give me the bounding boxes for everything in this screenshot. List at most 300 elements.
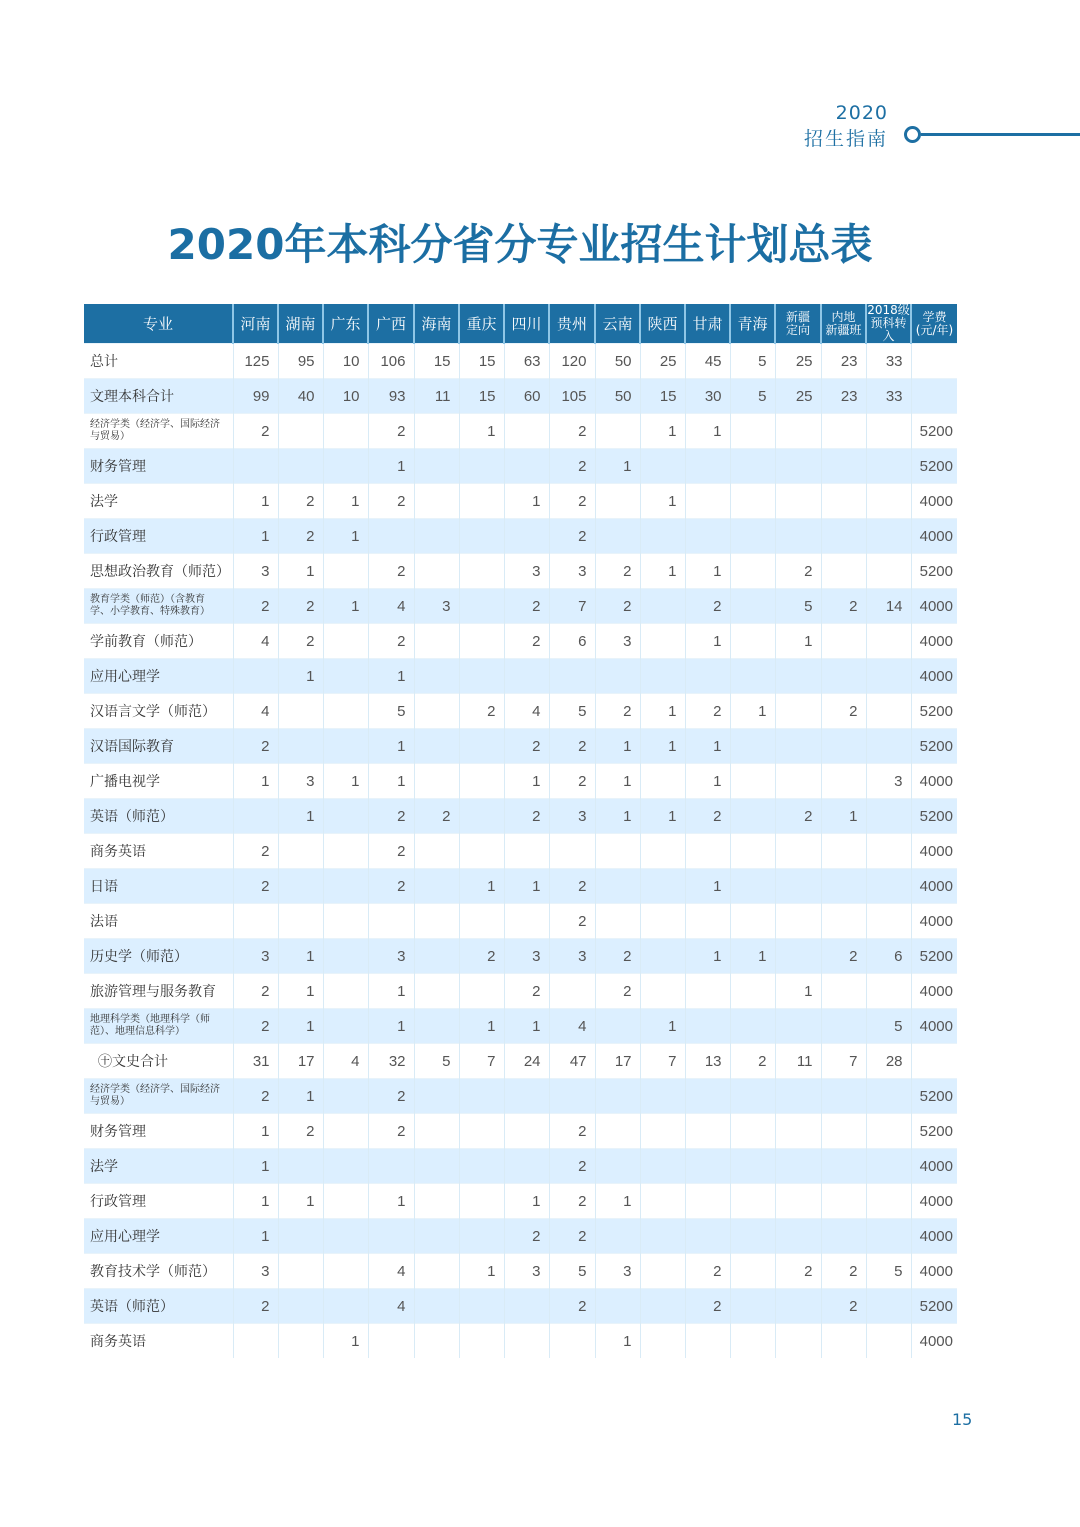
quota-cell [821, 449, 866, 484]
quota-cell [323, 694, 368, 729]
quota-cell: 5 [549, 1254, 595, 1289]
quota-cell: 1 [323, 519, 368, 554]
table-row [84, 519, 957, 554]
quota-cell [459, 1289, 504, 1324]
table-header-row [84, 304, 957, 344]
quota-cell [685, 659, 730, 694]
quota-cell [414, 1289, 459, 1324]
quota-cell [323, 1184, 368, 1219]
quota-cell [640, 834, 685, 869]
quota-cell [866, 904, 911, 939]
quota-cell: 1 [278, 659, 323, 694]
quota-cell: 1 [504, 1184, 549, 1219]
quota-cell [640, 1149, 685, 1184]
quota-cell: 2 [504, 589, 549, 624]
table-row [84, 1184, 957, 1219]
quota-cell [775, 449, 821, 484]
quota-cell: 7 [640, 1044, 685, 1079]
column-header-line: 新疆 [785, 309, 810, 324]
quota-cell [730, 589, 775, 624]
quota-cell: 1 [368, 1009, 414, 1044]
quota-cell: 1 [278, 974, 323, 1009]
major-name: 行政管理 [84, 519, 233, 554]
quota-cell [504, 834, 549, 869]
quota-cell: 2 [549, 1289, 595, 1324]
quota-cell [595, 1149, 640, 1184]
column-header-line: 新疆班 [825, 322, 862, 337]
quota-cell: 2 [821, 1254, 866, 1289]
quota-cell [866, 414, 911, 449]
quota-cell: 23 [821, 344, 866, 379]
quota-cell [730, 764, 775, 799]
quota-cell: 2 [549, 449, 595, 484]
quota-cell [414, 554, 459, 589]
column-header [866, 304, 911, 344]
quota-cell: 95 [278, 344, 323, 379]
quota-cell: 6 [866, 939, 911, 974]
quota-cell [640, 869, 685, 904]
quota-cell: 47 [549, 1044, 595, 1079]
quota-cell: 2 [549, 869, 595, 904]
quota-cell [459, 624, 504, 659]
quota-cell [459, 1324, 504, 1359]
quota-cell [368, 904, 414, 939]
quota-cell: 2 [549, 414, 595, 449]
quota-cell [459, 1184, 504, 1219]
quota-cell: 2 [368, 414, 414, 449]
quota-cell: 1 [685, 414, 730, 449]
major-name: 文理本科合计 [84, 379, 233, 414]
quota-cell: 1 [368, 729, 414, 764]
quota-cell [821, 659, 866, 694]
quota-cell: 1 [323, 1324, 368, 1359]
tuition-cell: 5200 [911, 939, 957, 974]
quota-cell [414, 939, 459, 974]
quota-cell: 1 [595, 729, 640, 764]
table-row [84, 869, 957, 904]
tuition-cell [911, 1044, 957, 1079]
quota-cell: 2 [368, 1114, 414, 1149]
quota-cell [414, 1324, 459, 1359]
table-row [84, 834, 957, 869]
quota-cell [278, 1324, 323, 1359]
quota-cell [821, 974, 866, 1009]
tuition-cell: 5200 [911, 729, 957, 764]
quota-cell: 11 [414, 379, 459, 414]
quota-cell [278, 869, 323, 904]
quota-cell: 25 [775, 379, 821, 414]
quota-cell: 1 [640, 729, 685, 764]
quota-cell: 2 [504, 974, 549, 1009]
quota-cell [595, 414, 640, 449]
quota-cell: 17 [278, 1044, 323, 1079]
quota-cell [730, 484, 775, 519]
table-row [84, 904, 957, 939]
quota-cell [866, 694, 911, 729]
quota-cell [640, 1114, 685, 1149]
column-header: 河南 [233, 304, 278, 344]
quota-cell: 1 [730, 694, 775, 729]
column-header-line: 定向 [785, 322, 810, 337]
quota-cell [323, 904, 368, 939]
quota-cell [821, 1149, 866, 1184]
column-header: 陕西 [640, 304, 685, 344]
quota-cell [504, 1149, 549, 1184]
major-name: 思想政治教育（师范） [84, 554, 233, 589]
quota-cell: 2 [685, 1289, 730, 1324]
quota-cell: 7 [549, 589, 595, 624]
quota-cell [775, 1184, 821, 1219]
quota-cell [414, 1184, 459, 1219]
quota-cell [459, 764, 504, 799]
quota-cell [775, 484, 821, 519]
column-header: 广东 [323, 304, 368, 344]
quota-cell [278, 834, 323, 869]
quota-cell [730, 659, 775, 694]
quota-cell: 10 [323, 379, 368, 414]
table-row [84, 939, 957, 974]
major-name: 总计 [84, 344, 233, 379]
tuition-cell: 5200 [911, 1289, 957, 1324]
quota-cell [866, 1219, 911, 1254]
quota-cell: 17 [595, 1044, 640, 1079]
tuition-cell: 5200 [911, 414, 957, 449]
quota-cell: 1 [685, 869, 730, 904]
quota-cell: 2 [278, 484, 323, 519]
quota-cell [504, 449, 549, 484]
quota-cell: 2 [775, 799, 821, 834]
quota-cell [459, 1114, 504, 1149]
quota-cell: 1 [459, 869, 504, 904]
column-header [821, 304, 866, 344]
quota-cell [595, 484, 640, 519]
quota-cell [685, 904, 730, 939]
major-name: 财务管理 [84, 449, 233, 484]
table-row [84, 449, 957, 484]
table-row [84, 799, 957, 834]
quota-cell [821, 1079, 866, 1114]
enrollment-plan-table [84, 304, 957, 1358]
quota-cell [595, 519, 640, 554]
column-header: 甘肃 [685, 304, 730, 344]
quota-cell [821, 1114, 866, 1149]
quota-cell: 2 [685, 694, 730, 729]
quota-cell [866, 449, 911, 484]
quota-cell: 1 [685, 764, 730, 799]
page-number: 15 [952, 1410, 973, 1429]
quota-cell [730, 1149, 775, 1184]
table-row [84, 764, 957, 799]
quota-cell: 1 [459, 1009, 504, 1044]
quota-cell: 1 [504, 869, 549, 904]
quota-cell [595, 1009, 640, 1044]
quota-cell [323, 1079, 368, 1114]
quota-cell: 1 [368, 1184, 414, 1219]
quota-cell: 1 [775, 974, 821, 1009]
tuition-cell: 4000 [911, 764, 957, 799]
quota-cell [730, 834, 775, 869]
quota-cell: 2 [368, 1079, 414, 1114]
quota-cell [640, 1219, 685, 1254]
quota-cell: 2 [368, 799, 414, 834]
tuition-cell: 4000 [911, 624, 957, 659]
quota-cell: 1 [685, 554, 730, 589]
quota-cell: 15 [459, 344, 504, 379]
quota-cell: 6 [549, 624, 595, 659]
quota-cell [549, 834, 595, 869]
quota-cell: 4 [233, 694, 278, 729]
quota-cell [459, 834, 504, 869]
quota-cell [323, 659, 368, 694]
brand-header [780, 102, 1080, 152]
quota-cell [821, 414, 866, 449]
quota-cell: 60 [504, 379, 549, 414]
quota-cell: 1 [595, 799, 640, 834]
quota-cell: 2 [233, 1289, 278, 1324]
quota-cell: 15 [414, 344, 459, 379]
column-header: 云南 [595, 304, 640, 344]
quota-cell: 2 [595, 974, 640, 1009]
quota-cell [595, 1219, 640, 1254]
quota-cell [821, 764, 866, 799]
quota-cell: 3 [504, 939, 549, 974]
quota-cell: 3 [866, 764, 911, 799]
quota-cell: 1 [368, 659, 414, 694]
quota-cell [685, 974, 730, 1009]
quota-cell: 7 [459, 1044, 504, 1079]
quota-cell: 5 [866, 1254, 911, 1289]
quota-cell [278, 1219, 323, 1254]
tuition-cell: 4000 [911, 659, 957, 694]
quota-cell [866, 1289, 911, 1324]
quota-cell [323, 974, 368, 1009]
quota-cell: 3 [233, 939, 278, 974]
quota-cell: 2 [595, 939, 640, 974]
major-name: 法学 [84, 1149, 233, 1184]
quota-cell [459, 974, 504, 1009]
quota-cell [414, 1254, 459, 1289]
quota-cell: 33 [866, 379, 911, 414]
quota-cell [459, 519, 504, 554]
quota-cell: 40 [278, 379, 323, 414]
column-header: 湖南 [278, 304, 323, 344]
quota-cell [323, 939, 368, 974]
quota-cell: 33 [866, 344, 911, 379]
column-header-line: 内地 [831, 309, 856, 324]
quota-cell: 2 [549, 1184, 595, 1219]
quota-cell: 2 [549, 729, 595, 764]
column-header-line: 预科转入 [870, 316, 907, 343]
quota-cell [640, 1184, 685, 1219]
quota-cell [278, 904, 323, 939]
tuition-cell: 5200 [911, 1079, 957, 1114]
quota-cell [595, 1079, 640, 1114]
quota-cell: 2 [549, 1114, 595, 1149]
table-row [84, 729, 957, 764]
quota-cell: 3 [233, 1254, 278, 1289]
quota-cell: 1 [595, 1184, 640, 1219]
quota-cell: 3 [278, 764, 323, 799]
table-row [84, 974, 957, 1009]
quota-cell: 125 [233, 344, 278, 379]
quota-cell: 10 [323, 344, 368, 379]
quota-cell: 1 [595, 1324, 640, 1359]
quota-cell [775, 729, 821, 764]
brand-name: 招生指南 [803, 128, 888, 150]
quota-cell [775, 1289, 821, 1324]
quota-cell [459, 904, 504, 939]
quota-cell [730, 729, 775, 764]
major-name: 法语 [84, 904, 233, 939]
quota-cell: 4 [323, 1044, 368, 1079]
quota-cell [685, 1149, 730, 1184]
quota-cell [323, 414, 368, 449]
quota-cell [323, 1114, 368, 1149]
quota-cell [685, 449, 730, 484]
major-name: ㊉文史合计 [84, 1044, 233, 1079]
quota-cell [414, 1114, 459, 1149]
table-row [84, 1079, 957, 1114]
tuition-cell: 4000 [911, 974, 957, 1009]
quota-cell: 1 [459, 1254, 504, 1289]
quota-cell: 30 [685, 379, 730, 414]
quota-cell [730, 799, 775, 834]
quota-cell: 4 [549, 1009, 595, 1044]
tuition-cell: 4000 [911, 869, 957, 904]
quota-cell: 1 [233, 764, 278, 799]
table-row [84, 379, 957, 414]
quota-cell: 2 [278, 519, 323, 554]
quota-cell: 2 [595, 694, 640, 729]
quota-cell: 1 [233, 1219, 278, 1254]
table-row [84, 659, 957, 694]
major-name: 广播电视学 [84, 764, 233, 799]
quota-cell: 1 [278, 1009, 323, 1044]
quota-cell [414, 624, 459, 659]
quota-cell [866, 554, 911, 589]
circle-icon [904, 126, 921, 143]
quota-cell [775, 1009, 821, 1044]
major-name: 行政管理 [84, 1184, 233, 1219]
table-row [84, 554, 957, 589]
quota-cell [595, 659, 640, 694]
major-name: 地理科学类（地理科学（师范）、地理信息科学） [84, 1009, 233, 1044]
quota-cell: 3 [549, 554, 595, 589]
quota-cell [278, 1254, 323, 1289]
quota-cell: 2 [414, 799, 459, 834]
quota-cell [730, 1254, 775, 1289]
quota-cell [414, 1219, 459, 1254]
quota-cell: 3 [549, 799, 595, 834]
quota-cell [414, 1079, 459, 1114]
quota-cell [549, 974, 595, 1009]
major-name: 应用心理学 [84, 659, 233, 694]
quota-cell: 3 [233, 554, 278, 589]
quota-cell: 2 [685, 799, 730, 834]
quota-cell: 1 [821, 799, 866, 834]
quota-cell [549, 1079, 595, 1114]
quota-cell: 2 [821, 694, 866, 729]
quota-cell [414, 449, 459, 484]
quota-cell: 1 [685, 939, 730, 974]
quota-cell [730, 1009, 775, 1044]
quota-cell: 13 [685, 1044, 730, 1079]
tuition-cell: 4000 [911, 904, 957, 939]
quota-cell [504, 1079, 549, 1114]
quota-cell [595, 869, 640, 904]
major-name: 学前教育（师范） [84, 624, 233, 659]
quota-cell [821, 519, 866, 554]
quota-cell [640, 659, 685, 694]
quota-cell: 5 [866, 1009, 911, 1044]
quota-cell [866, 1149, 911, 1184]
major-name: 应用心理学 [84, 1219, 233, 1254]
quota-cell [866, 799, 911, 834]
quota-cell [233, 799, 278, 834]
quota-cell: 1 [504, 764, 549, 799]
quota-cell [278, 729, 323, 764]
quota-cell: 15 [640, 379, 685, 414]
quota-cell: 45 [685, 344, 730, 379]
quota-cell: 1 [640, 414, 685, 449]
tuition-cell: 5200 [911, 1114, 957, 1149]
quota-cell: 1 [233, 1114, 278, 1149]
quota-cell: 1 [595, 449, 640, 484]
quota-cell: 2 [459, 694, 504, 729]
quota-cell [775, 904, 821, 939]
quota-cell [866, 624, 911, 659]
quota-cell [414, 1149, 459, 1184]
brand-year: 2020 [835, 102, 888, 124]
quota-cell: 31 [233, 1044, 278, 1079]
quota-cell [504, 1114, 549, 1149]
quota-cell [549, 659, 595, 694]
quota-cell [866, 834, 911, 869]
quota-cell [730, 869, 775, 904]
quota-cell: 2 [233, 869, 278, 904]
table-row [84, 484, 957, 519]
quota-cell [821, 1219, 866, 1254]
column-header: 重庆 [459, 304, 504, 344]
quota-cell [459, 659, 504, 694]
quota-cell [595, 1114, 640, 1149]
quota-cell [821, 729, 866, 764]
quota-cell: 50 [595, 379, 640, 414]
quota-cell [640, 589, 685, 624]
quota-cell: 2 [233, 834, 278, 869]
quota-cell: 1 [640, 694, 685, 729]
quota-cell [685, 1009, 730, 1044]
column-header: 贵州 [549, 304, 595, 344]
quota-cell [821, 1009, 866, 1044]
quota-cell [414, 764, 459, 799]
quota-cell: 106 [368, 344, 414, 379]
quota-cell [775, 1079, 821, 1114]
quota-cell: 2 [278, 624, 323, 659]
quota-cell: 1 [278, 554, 323, 589]
quota-cell [821, 869, 866, 904]
quota-cell [233, 904, 278, 939]
quota-cell: 23 [821, 379, 866, 414]
quota-cell: 2 [821, 939, 866, 974]
quota-cell [866, 519, 911, 554]
quota-cell: 1 [730, 939, 775, 974]
quota-cell [414, 484, 459, 519]
quota-cell [775, 834, 821, 869]
major-name: 法学 [84, 484, 233, 519]
quota-cell: 3 [595, 624, 640, 659]
major-name: 英语（师范） [84, 1289, 233, 1324]
